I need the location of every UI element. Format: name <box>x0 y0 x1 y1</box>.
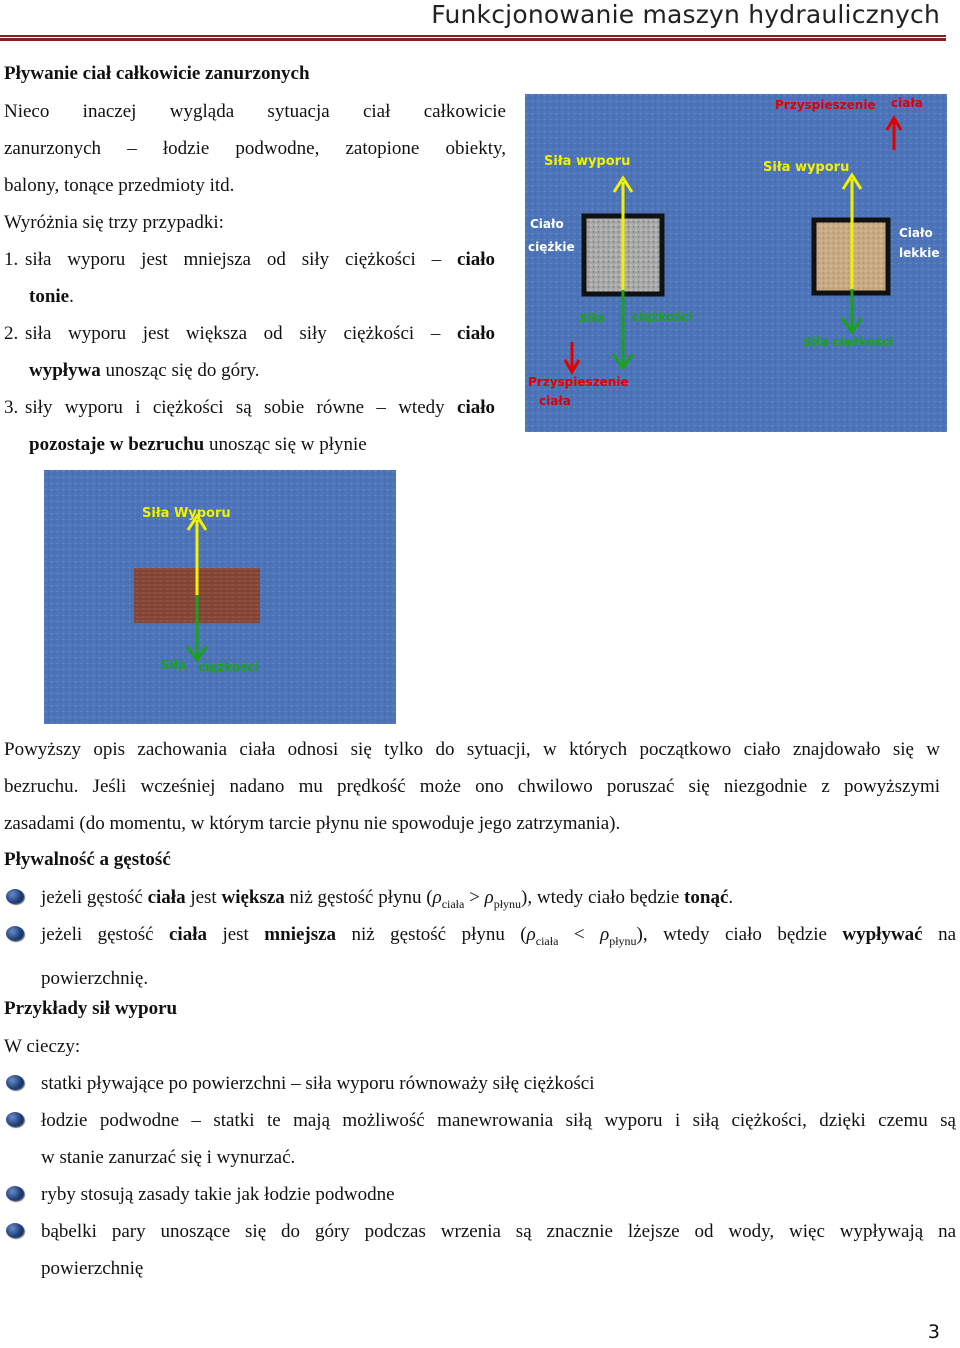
page-number: 3 <box>927 1321 940 1343</box>
case-1-line2 <box>29 278 74 315</box>
case-2-text: siła wyporu jest większa od siły ciężkości – <box>25 323 441 344</box>
case-1-result: tonie <box>29 286 70 307</box>
neutral-gravity-label-a: Siła <box>161 658 187 672</box>
left-accel-label-2: ciała <box>539 394 571 408</box>
figure-neutral-body <box>44 470 396 724</box>
bullet-icon <box>6 1075 24 1090</box>
case-1-text: siła wyporu jest mniejsza od siły ciężkości – <box>25 249 442 270</box>
case-2 <box>4 315 506 352</box>
cases-intro: Wyróżnia się trzy przypadki: <box>4 212 224 233</box>
section-heading-density: Pływalność a gęstość <box>4 849 171 870</box>
left-gravity-label-b: ciężkości <box>632 310 693 324</box>
case-2-line2 <box>29 352 259 389</box>
neutral-gravity-label-b: ciężkości <box>198 660 259 674</box>
case-3-result: pozostaje w bezruchu <box>29 434 205 455</box>
left-body-label-1: Ciało <box>530 217 564 231</box>
case-3-number: 3. <box>4 397 19 418</box>
case-3 <box>4 389 506 426</box>
case-3-line2 <box>29 426 367 463</box>
example-item-2: łodzie podwodne – statki te mają możliwość manewrowania siłą wyporu i siłą ciężkości, dzięki czemu są w stanie zanurzać się i wynurzać. <box>4 1102 956 1176</box>
density-bullet-2: jeżeli gęstość ciała jest mniejsza niż gęstość płynu $(\rho_{ciała} < \rho_{płynu})$, wtedy ciało będzie wypływać na powierzchnię. <box>4 916 956 997</box>
figure-heavy-light-bodies <box>525 94 947 432</box>
left-accel-label-1: Przyspieszenie <box>528 375 629 389</box>
motion-note-line-2: bezruchu. Jeśli wcześniej nadano mu prędkość może ono chwilowo poruszać się niezgodnie z powyższymi <box>4 776 940 797</box>
case-2-bold: ciało <box>457 323 495 344</box>
right-buoyancy-label: Siła wyporu <box>763 160 850 175</box>
section-heading-submerged: Pływanie ciał całkowicie zanurzonych <box>4 63 310 84</box>
case-1 <box>4 241 506 278</box>
density-bullet-1: jeżeli gęstość ciała jest większa niż gęstość płynu $(\rho_{ciała} > \rho_{płynu})$, wtedy ciało będzie tonąć. <box>4 879 956 923</box>
bullet-icon <box>6 1112 24 1127</box>
case-3-text: siły wyporu i ciężkości są sobie równe – wtedy <box>25 397 445 418</box>
bullet-icon <box>6 1186 24 1201</box>
motion-note-line-1: Powyższy opis zachowania ciała odnosi się tylko do sytuacji, w których początkowo ciało znajdowało się w <box>4 739 940 760</box>
right-accel-label-a: Przyspieszenie <box>775 98 876 112</box>
case-2-number: 2. <box>4 323 19 344</box>
left-buoyancy-label: Siła wyporu <box>544 154 631 169</box>
page-header-title: Funkcjonowanie maszyn hydraulicznych <box>431 0 940 29</box>
example-item-1: statki pływające po powierzchni – siła wyporu równoważy siłę ciężkości <box>4 1065 956 1102</box>
example-item-4: bąbelki pary unoszące się do góry podczas wrzenia są znacznie lżejsze od wody, więc wypływają na powierzchnię <box>4 1213 956 1287</box>
bullet-icon <box>6 926 24 941</box>
case-1-number: 1. <box>4 249 19 270</box>
left-body-label-2: ciężkie <box>528 240 575 254</box>
example-item-3: ryby stosują zasady takie jak łodzie podwodne <box>4 1176 956 1213</box>
case-2-result: wypływa <box>29 360 101 381</box>
case-1-bold: ciało <box>457 249 496 270</box>
left-gravity-label-a: Siła <box>579 311 605 325</box>
bullet-icon <box>6 889 24 904</box>
neutral-buoyancy-label: Siła Wyporu <box>142 506 231 521</box>
header-rule <box>0 35 946 41</box>
case-2-end: unosząc się do góry. <box>100 360 260 381</box>
intro-line-2: zanurzonych – łodzie podwodne, zatopione obiekty, <box>4 138 506 159</box>
case-3-end: unosząc się w płynie <box>204 434 367 455</box>
intro-line-1: Nieco inaczej wygląda sytuacja ciał całkowicie <box>4 101 506 122</box>
right-body-label-1: Ciało <box>899 226 933 240</box>
examples-subheading: W cieczy: <box>4 1036 81 1057</box>
right-gravity-label: Siła ciężkości <box>803 335 894 349</box>
right-accel-label-b: ciała <box>891 96 923 110</box>
intro-line-3: balony, tonące przedmioty itd. <box>4 175 235 196</box>
right-body-label-2: lekkie <box>899 246 940 260</box>
motion-note-line-3: zasadami (do momentu, w którym tarcie płynu nie spowoduje jego zatrzymania). <box>4 813 621 834</box>
section-heading-examples: Przykłady sił wyporu <box>4 998 178 1019</box>
case-3-bold: ciało <box>457 397 496 418</box>
bullet-icon <box>6 1223 24 1238</box>
case-1-end: . <box>69 286 74 307</box>
